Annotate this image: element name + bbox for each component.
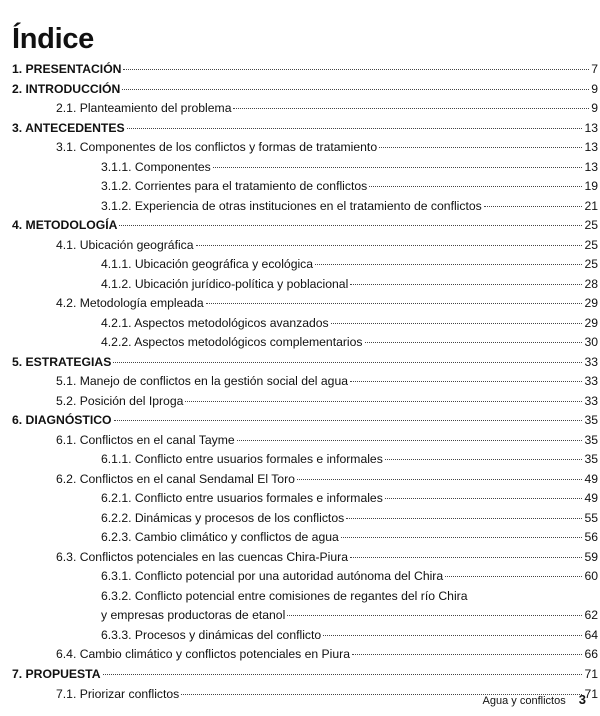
toc-entry-label: 6.2.2. Dinámicas y procesos de los conflictos <box>101 510 345 525</box>
toc-entry-page: 35 <box>584 452 598 467</box>
toc-entry-page: 64 <box>584 627 598 642</box>
dot-leader <box>352 654 582 655</box>
toc-entry-label: 6. DIAGNÓSTICO <box>12 413 112 428</box>
toc-entry[interactable] <box>12 216 598 236</box>
footer-page-number: 3 <box>578 692 586 707</box>
toc-entry-page: 33 <box>584 393 598 408</box>
dot-leader <box>350 557 582 558</box>
toc-entry[interactable] <box>12 372 598 392</box>
toc-entry[interactable] <box>12 450 598 470</box>
toc-entry-label: 6.4. Cambio climático y conflictos potenciales en Piura <box>56 647 350 662</box>
dot-leader <box>350 381 582 382</box>
toc-entry-page: 29 <box>584 315 598 330</box>
toc-entry[interactable] <box>12 158 598 178</box>
toc-entry-label: 3.1.2. Experiencia de otras instituciones en el tratamiento de conflictos <box>101 198 482 213</box>
toc-entry-label: 5. ESTRATEGIAS <box>12 354 112 369</box>
toc-entry[interactable] <box>12 392 598 412</box>
toc-entry-label: 7. PROPUESTA <box>12 666 101 681</box>
toc-entry-label: 4.2.2. Aspectos metodológicos complementarios <box>101 335 363 350</box>
toc-entry-page: 49 <box>584 471 598 486</box>
page-title: Índice <box>12 23 94 56</box>
toc-entry-page: 19 <box>584 179 598 194</box>
toc-entry-page: 35 <box>584 413 598 428</box>
toc-entry-page: 30 <box>584 335 598 350</box>
dot-leader <box>315 264 582 265</box>
dot-leader <box>385 459 583 460</box>
dot-leader <box>103 674 583 675</box>
toc-entry[interactable] <box>12 431 598 451</box>
dot-leader <box>445 576 582 577</box>
toc-entry-label: 3.1.1. Componentes <box>101 159 211 174</box>
dot-leader <box>119 225 582 226</box>
toc-entry[interactable] <box>12 294 598 314</box>
toc-entry[interactable] <box>12 665 598 685</box>
toc-entry-page: 9 <box>591 101 598 116</box>
toc-entry-label: 7.1. Priorizar conflictos <box>56 686 180 701</box>
dot-leader <box>346 518 582 519</box>
dot-leader <box>233 108 589 109</box>
page-footer <box>483 692 586 707</box>
dot-leader <box>123 69 589 70</box>
toc-entry[interactable] <box>12 626 598 646</box>
dot-leader <box>369 186 582 187</box>
toc-entry-page: 60 <box>584 569 598 584</box>
toc-entry-page: 25 <box>584 218 598 233</box>
dot-leader <box>185 401 582 402</box>
toc-entry-label: 4.2. Metodología empleada <box>56 296 204 311</box>
toc-entry[interactable] <box>12 606 598 626</box>
toc-entry[interactable] <box>12 255 598 275</box>
table-of-contents <box>12 60 598 704</box>
toc-entry-label: 4.2.1. Aspectos metodológicos avanzados <box>101 315 329 330</box>
toc-entry-page: 62 <box>584 608 598 623</box>
dot-leader <box>341 537 583 538</box>
toc-entry-page: 28 <box>584 276 598 291</box>
toc-entry-label: 5.1. Manejo de conflictos en la gestión social del agua <box>56 374 349 389</box>
toc-entry[interactable] <box>12 333 598 353</box>
dot-leader <box>331 323 583 324</box>
toc-entry-label: 3.1. Componentes de los conflictos y formas de tratamiento <box>56 140 378 155</box>
toc-entry-label: 3. ANTECEDENTES <box>12 120 125 135</box>
toc-entry-page: 66 <box>584 647 598 662</box>
toc-entry-page: 56 <box>584 530 598 545</box>
dot-leader <box>122 89 589 90</box>
toc-entry-label: 2.1. Planteamiento del problema <box>56 101 232 116</box>
toc-entry[interactable] <box>12 548 598 568</box>
toc-entry-page: 9 <box>591 81 598 96</box>
toc-entry-label: 6.3.3. Procesos y dinámicas del conflicto <box>101 627 322 642</box>
toc-entry-page: 55 <box>584 510 598 525</box>
toc-entry-page: 59 <box>584 549 598 564</box>
toc-entry-label: 6.2.3. Cambio climático y conflictos de agua <box>101 530 339 545</box>
toc-entry[interactable] <box>12 645 598 665</box>
toc-entry[interactable] <box>12 197 598 217</box>
toc-entry-page: 25 <box>584 237 598 252</box>
dot-leader <box>350 284 582 285</box>
toc-entry-page: 13 <box>584 140 598 155</box>
toc-entry-label: 4. METODOLOGÍA <box>12 218 118 233</box>
toc-entry-page: 33 <box>584 374 598 389</box>
toc-entry-page: 35 <box>584 432 598 447</box>
toc-entry-page: 21 <box>584 198 598 213</box>
toc-entry[interactable] <box>12 470 598 490</box>
toc-entry[interactable] <box>12 489 598 509</box>
toc-entry-label: 6.1. Conflictos en el canal Tayme <box>56 432 235 447</box>
toc-entry-label: 4.1.2. Ubicación jurídico-política y poblacional <box>101 276 349 291</box>
dot-leader <box>287 615 582 616</box>
toc-entry-label: 5.2. Posición del Iproga <box>56 393 184 408</box>
toc-entry-label: 4.1. Ubicación geográfica <box>56 237 194 252</box>
toc-entry[interactable] <box>12 528 598 548</box>
toc-entry-page: 71 <box>584 666 598 681</box>
toc-entry-label: 2. INTRODUCCIÓN <box>12 81 121 96</box>
toc-entry-page: 49 <box>584 491 598 506</box>
toc-entry-page: 71 <box>584 686 598 701</box>
toc-entry[interactable] <box>12 177 598 197</box>
toc-entry[interactable] <box>12 567 598 587</box>
dot-leader <box>206 303 583 304</box>
toc-entry[interactable] <box>12 60 598 80</box>
toc-entry-page: 13 <box>584 159 598 174</box>
toc-entry[interactable] <box>12 411 598 431</box>
dot-leader <box>323 635 582 636</box>
dot-leader <box>113 362 582 363</box>
toc-entry[interactable] <box>12 314 598 334</box>
toc-entry-page: 29 <box>584 296 598 311</box>
toc-entry[interactable] <box>12 99 598 119</box>
toc-entry-label: 6.3.1. Conflicto potencial por una autoridad autónoma del Chira <box>101 569 444 584</box>
toc-entry-label: 3.1.2. Corrientes para el tratamiento de conflictos <box>101 179 368 194</box>
toc-entry[interactable] <box>12 353 598 373</box>
dot-leader <box>114 420 583 421</box>
dot-leader <box>297 479 583 480</box>
dot-leader <box>484 206 583 207</box>
toc-entry-label: 6.2. Conflictos en el canal Sendamal El Toro <box>56 471 295 486</box>
dot-leader <box>365 342 583 343</box>
dot-leader <box>127 128 583 129</box>
dot-leader <box>237 440 583 441</box>
toc-entry[interactable] <box>12 236 598 256</box>
dot-leader <box>213 167 583 168</box>
toc-entry[interactable] <box>12 587 598 607</box>
toc-entry[interactable] <box>12 509 598 529</box>
dot-leader <box>379 147 582 148</box>
footer-title: Agua y conflictos <box>482 695 566 707</box>
dot-leader <box>385 498 583 499</box>
toc-entry[interactable] <box>12 138 598 158</box>
dot-leader <box>196 245 583 246</box>
toc-entry-label: 6.3.2. Conflicto potencial entre comisiones de regantes del río Chira <box>101 588 468 603</box>
toc-entry-label: 6.2.1. Conflicto entre usuarios formales e informales <box>101 491 383 506</box>
toc-entry-page: 7 <box>591 62 598 76</box>
toc-entry-label: 1. PRESENTACIÓN <box>12 62 122 76</box>
toc-entry[interactable] <box>12 275 598 295</box>
toc-entry-page: 33 <box>584 354 598 369</box>
toc-entry-page: 13 <box>584 120 598 135</box>
toc-entry[interactable] <box>12 80 598 100</box>
toc-entry-label: 6.1.1. Conflicto entre usuarios formales e informales <box>101 452 383 467</box>
toc-entry-page: 25 <box>584 257 598 272</box>
toc-entry-label: 6.3. Conflictos potenciales en las cuencas Chira-Piura <box>56 549 348 564</box>
toc-entry[interactable] <box>12 119 598 139</box>
toc-entry-label: y empresas productoras de etanol <box>101 608 286 623</box>
toc-entry-label: 4.1.1. Ubicación geográfica y ecológica <box>101 257 314 272</box>
